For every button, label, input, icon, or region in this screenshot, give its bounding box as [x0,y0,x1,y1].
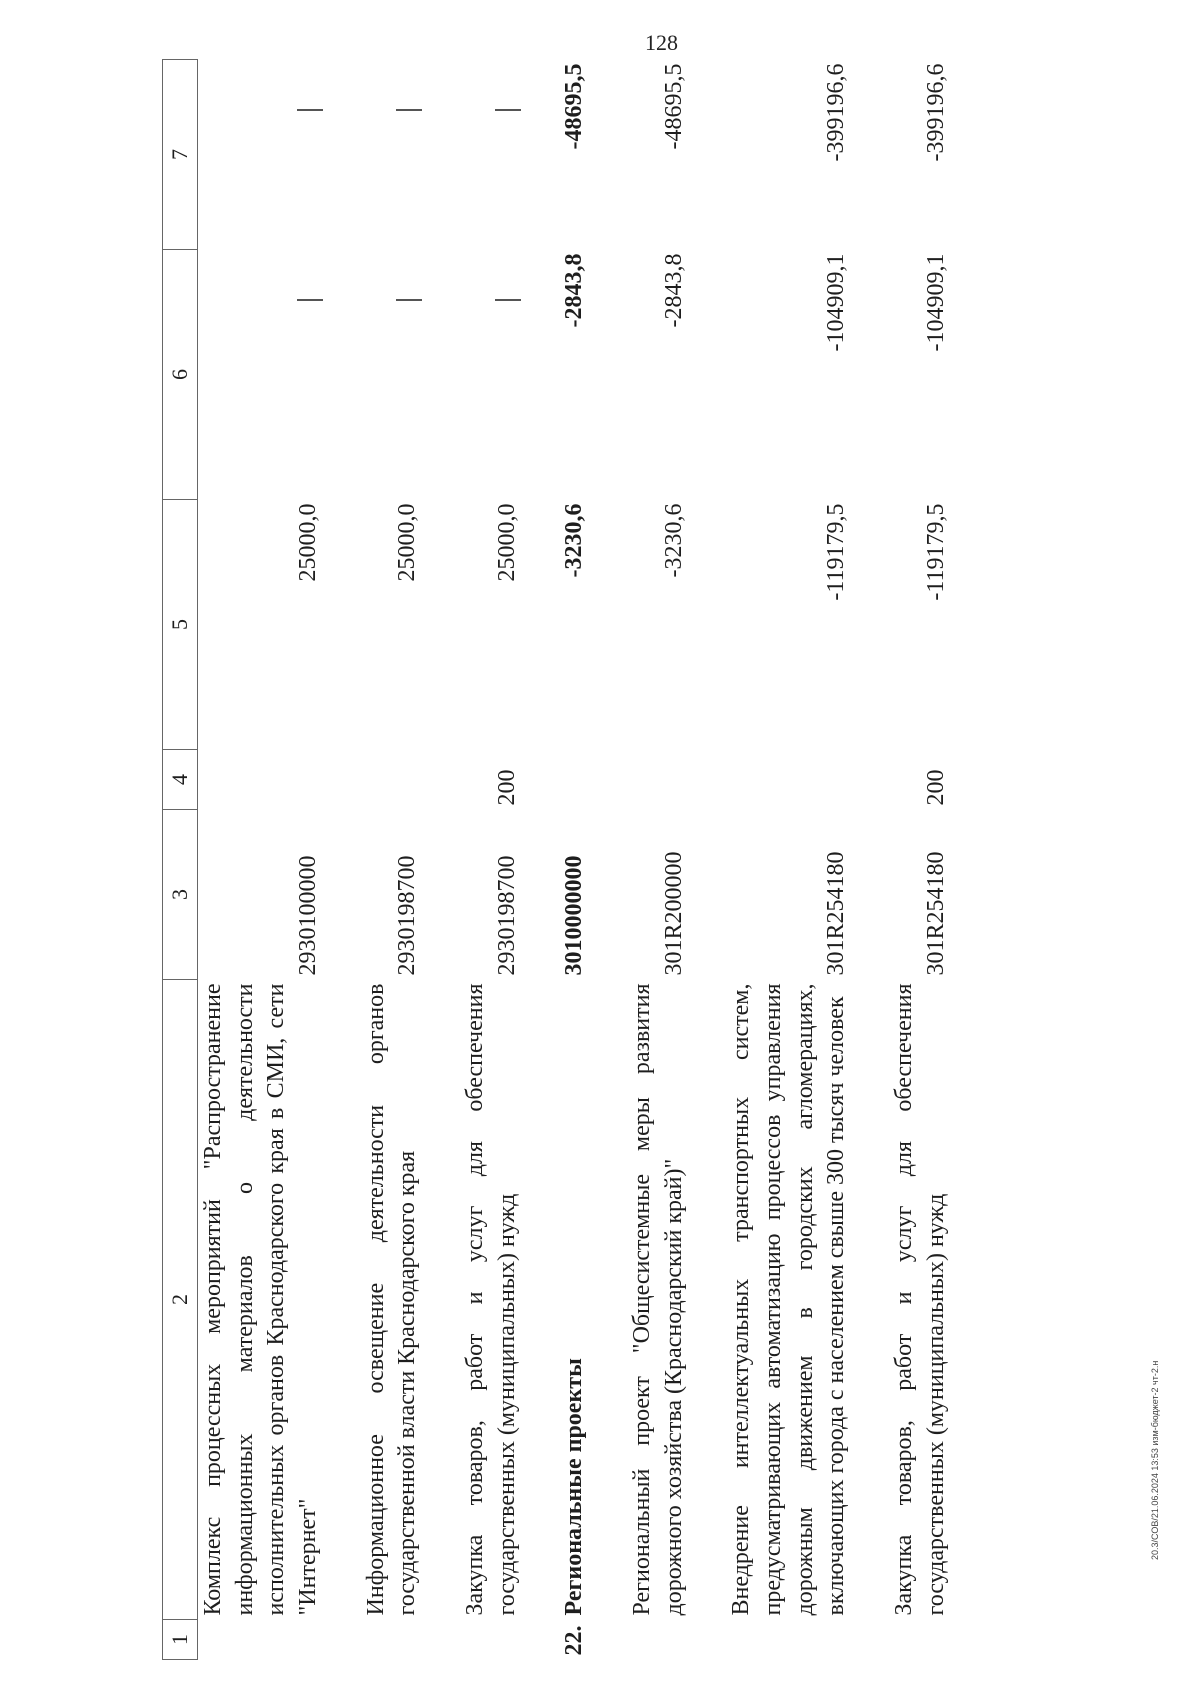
row-amount-col5: -3230,6 [660,503,687,578]
rotated-table-container [162,60,1122,1660]
row-index [726,1620,889,1660]
table-row [726,60,889,1660]
table-row [889,60,988,1660]
row-kvr: 200 [922,769,949,806]
row-code: 2930100000 [295,855,322,976]
row-amount-col6 [460,250,559,500]
table-row [627,60,726,1660]
row-index [627,1620,726,1660]
row-amount-col7: -399196,6 [823,63,850,162]
row-index [198,1620,361,1660]
row-code: 301R254180 [922,851,949,976]
empty-dash-mark [495,300,521,302]
row-amount-col6: -104909,1 [823,253,850,352]
page-number: 128 [645,30,678,55]
row-description: Региональный проект "Общесистемные меры развития дорожного хозяйства (Краснодарский край)" [629,983,687,1616]
row-code: 301R254180 [823,851,850,976]
row-description: Внедрение интеллектуальных транспортных систем, предусматривающих автоматизацию процессов управления дорожным движением в городских агломерациях, включающих города с населением свыше 300 тысяч человек [728,983,850,1616]
row-amount-col7: -48695,5 [561,63,588,150]
row-amount-col5: -119179,5 [823,503,850,601]
row-amount-col7: -48695,5 [660,63,687,150]
row-index: 22. [561,1625,588,1656]
column-header: 5 [163,500,198,750]
table-row [460,60,559,1660]
row-code: 3010000000 [561,855,588,976]
row-amount-col7 [198,60,361,250]
table-row [361,60,460,1660]
row-amount-col6 [198,250,361,500]
column-header: 3 [163,810,198,980]
row-amount-col5: 25000,0 [295,503,322,582]
row-kvr [559,750,627,810]
empty-dash-mark [396,110,422,112]
row-amount-col7: -399196,6 [922,63,949,162]
row-amount-col5: -119179,5 [922,503,949,601]
row-kvr [726,750,889,810]
row-code: 2930198700 [394,855,421,976]
row-amount-col7 [361,60,460,250]
budget-table [162,59,988,1660]
row-amount-col5: 25000,0 [493,503,520,582]
row-amount-col6: -2843,8 [660,253,687,328]
row-index [889,1620,988,1660]
row-code: 301R200000 [660,851,687,976]
footer-stamp: 20.3/СОВ/21.06.2024 13:53 изм-бюджет-2 чт-2.н [1150,1360,1160,1560]
row-description: Региональные проекты [561,1358,588,1616]
row-description: Закупка товаров, работ и услуг для обеспечения государственных (муниципальных) нужд [462,983,520,1616]
column-header: 7 [163,60,198,250]
empty-dash-mark [297,300,323,302]
row-kvr: 200 [493,769,520,806]
row-index [361,1620,460,1660]
row-code: 2930198700 [493,855,520,976]
row-description: Комплекс процессных мероприятий "Распространение информационных материалов о деятельности исполнительных органов Краснодарского края в СМИ, сети "Интернет" [200,983,322,1616]
row-kvr [361,750,460,810]
empty-dash-mark [396,300,422,302]
row-description: Закупка товаров, работ и услуг для обеспечения государственных (муниципальных) нужд [891,983,949,1616]
table-row [559,60,627,1660]
row-amount-col6: -104909,1 [922,253,949,352]
row-kvr [198,750,361,810]
row-kvr [627,750,726,810]
column-header: 6 [163,250,198,500]
row-amount-col5: 25000,0 [394,503,421,582]
row-description: Информационное освещение деятельности органов государственной власти Краснодарского края [362,983,421,1616]
empty-dash-mark [495,110,521,112]
row-amount-col6: -2843,8 [561,253,588,328]
column-header: 4 [163,750,198,810]
table-row [198,60,361,1660]
empty-dash-mark [297,110,323,112]
table-header-row [163,60,198,1660]
column-header: 1 [163,1620,198,1660]
row-amount-col6 [361,250,460,500]
row-index [460,1620,559,1660]
row-amount-col7 [460,60,559,250]
row-amount-col5: -3230,6 [561,503,588,578]
column-header: 2 [163,980,198,1620]
